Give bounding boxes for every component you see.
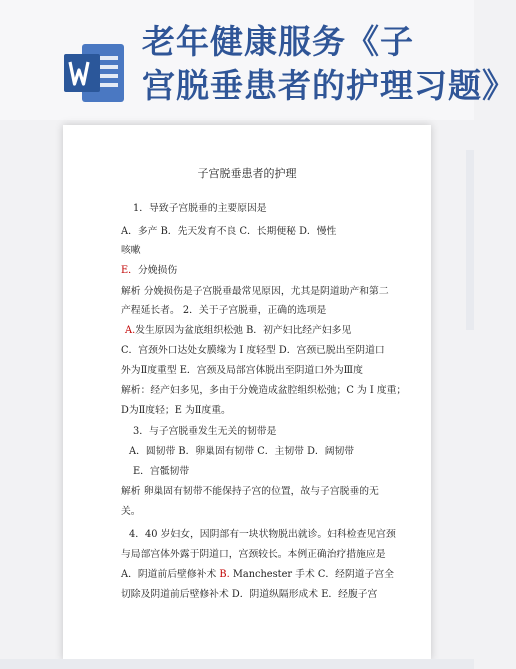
text-line: 外为Ⅱ度重型 E．宫颈及局部宫体脱出至阴道口外为Ⅲ度 — [121, 365, 363, 376]
document-title: 子宫脱垂患者的护理 — [197, 167, 297, 180]
text-line: 4．40 岁妇女，因阴部有一块状物脱出就诊。妇科检查见宫颈 — [129, 529, 396, 540]
text-line: 切除及阴道前后壁修补术 D．阴道纵隔形成术 E．经腹子宫 — [121, 589, 378, 600]
text-line: 解析：经产妇多见，多由于分娩造成盆腔组织松弛；C 为 I 度重； — [121, 385, 407, 396]
option-text: Manchester 手术 C．经阴道子宫全 — [232, 569, 394, 580]
text-line: A．圆韧带 B．卵巢固有韧带 C．主韧带 D．阔韧带 — [129, 446, 355, 457]
text-line: 关。 — [121, 506, 141, 517]
text-line: E．宫骶韧带 — [133, 466, 190, 477]
option-text: A．阴道前后壁修补术 — [121, 569, 217, 580]
text-line: 与局部宫体外露于阴道口，宫颈较长。本例正确治疗措施应是 — [121, 549, 386, 560]
bottom-watermark-strip — [0, 659, 474, 669]
text-line — [121, 262, 177, 276]
word-document-icon — [62, 40, 128, 106]
document-page — [63, 125, 431, 660]
title-line-2: 宫脱垂患者的护理习题》 — [142, 66, 516, 105]
text-line — [125, 322, 351, 336]
text-line: D为Ⅱ度轻；E 为Ⅱ度重。 — [121, 405, 231, 416]
answer-marker: A. — [125, 325, 136, 336]
answer-marker: E． — [121, 265, 138, 276]
answer-marker: B. — [219, 569, 230, 580]
text-line: 解析 卵巢固有韧带不能保持子宫的位置，故与子宫脱垂的无 — [121, 486, 379, 497]
text-line: A．多产 B．先天发育不良 C．长期便秘 D．慢性 — [121, 226, 337, 237]
answer-text: 发生原因为盆底组织松弛 B．初产妇比经产妇多见 — [135, 325, 352, 336]
text-line: 3．与子宫脱垂发生无关的韧带是 — [133, 426, 277, 437]
text-line: C．宫颈外口达处女膜缘为 I 度轻型 D．宫颈已脱出至阴道口 — [121, 345, 385, 356]
header-banner — [0, 0, 516, 120]
text-line: 咳嗽 — [121, 245, 141, 256]
text-line: 1．导致子宫脱垂的主要原因是 — [133, 203, 267, 214]
text-line — [121, 566, 394, 580]
text-line: 产程延长者。 2．关于子宫脱垂，正确的选项是 — [121, 305, 327, 316]
page-title — [142, 20, 516, 108]
side-watermark-bar — [466, 150, 474, 330]
answer-text: 分娩损伤 — [137, 265, 178, 276]
title-line-1: 老年健康服务《子 — [142, 22, 414, 61]
text-line: 解析 分娩损伤是子宫脱垂最常见原因，尤其是阴道助产和第二 — [121, 286, 389, 297]
